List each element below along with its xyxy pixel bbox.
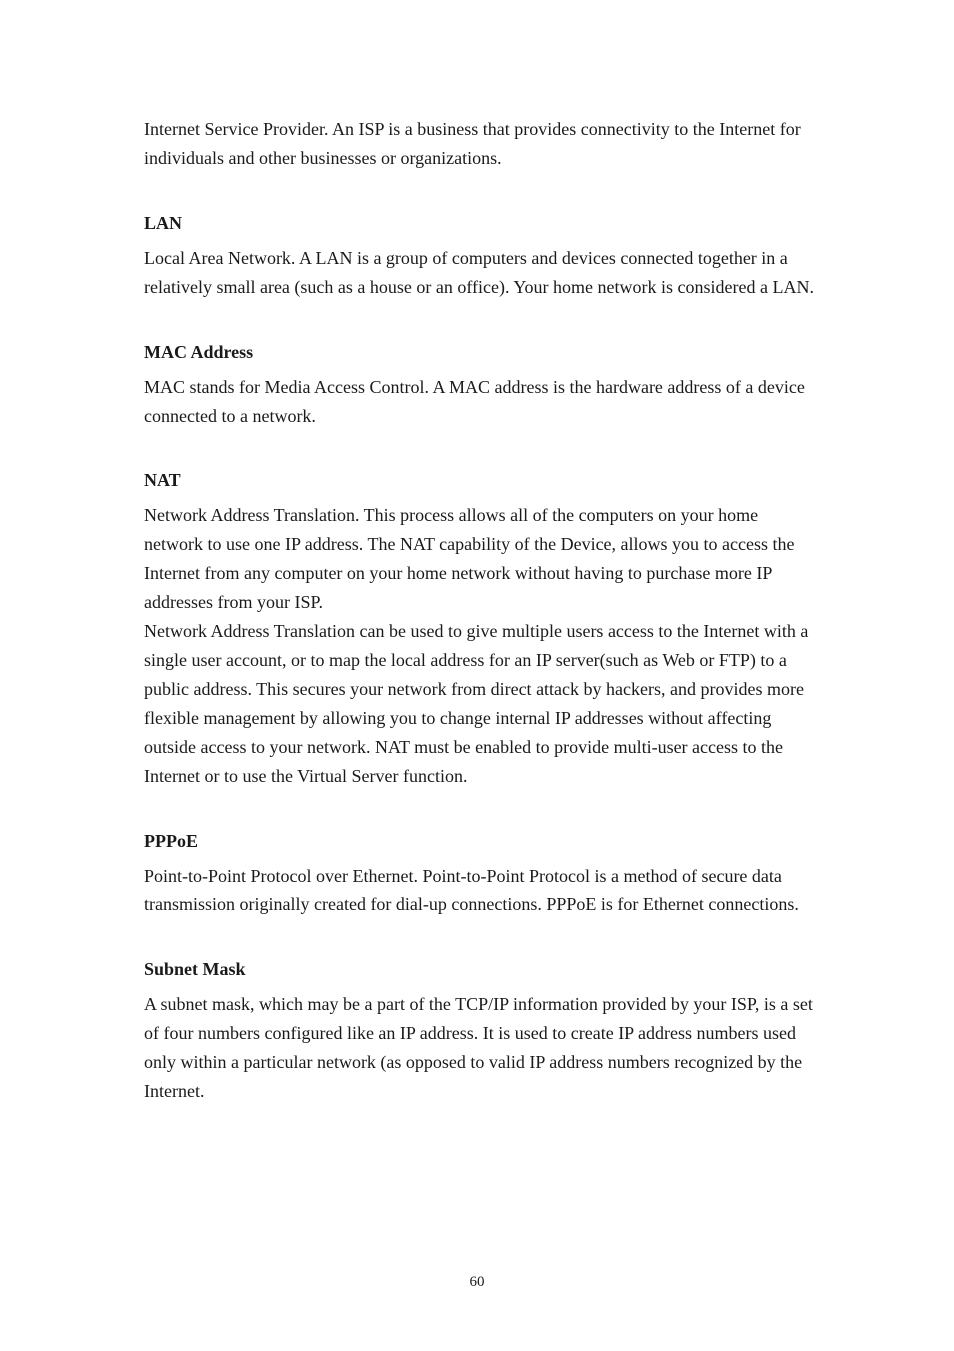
term-definition: Local Area Network. A LAN is a group of computers and devices connected together in a relatively small area (such as a house or an office). Your home network is considered a LAN. (144, 247, 814, 297)
term-definition: Network Address Translation can be used to give multiple users access to the Internet with a single user account, or to map the local address for an IP server(such as Web or FTP) to a public address. This secures your network from direct attack by hackers, and provides more flexible management by allowing you to change internal IP addresses without affecting outside access to your network. NAT must be enabled to provide multi-user access to the Internet or to use the Virtual Server function. (144, 621, 809, 786)
term-definition: A subnet mask, which may be a part of the TCP/IP information provided by your ISP, is a set of four numbers configured like an IP address. It is used to create IP address numbers used only within a particular network (as opposed to valid IP address numbers recognized by the Internet. (144, 994, 813, 1102)
term-definition: MAC stands for Media Access Control. A MAC address is the hardware address of a device connected to a network. (144, 376, 805, 426)
term-heading: Subnet Mask (144, 959, 246, 980)
page-content (144, 115, 816, 1144)
term-heading: MAC Address (144, 341, 254, 362)
isp-definition-paragraph: Internet Service Provider. An ISP is a business that provides connectivity to the Internet for individuals and other businesses or organizations. (144, 119, 801, 168)
term-heading: NAT (144, 470, 181, 491)
term-nat (144, 468, 816, 790)
term-heading: LAN (144, 212, 183, 233)
term-subnet-mask (144, 957, 816, 1106)
term-definition: Point-to-Point Protocol over Ethernet. Point-to-Point Protocol is a method of secure data transmission originally created for dial-up connections. PPPoE is for Ethernet connections. (144, 865, 799, 915)
term-definition: Network Address Translation. This process allows all of the computers on your home network to use one IP address. The NAT capability of the Device, allows you to access the Internet from any computer on your home network without having to purchase more IP addresses from your ISP. (144, 505, 795, 613)
term-lan (144, 211, 816, 302)
term-pppoe (144, 829, 816, 920)
term-mac-address (144, 340, 816, 431)
term-heading: PPPoE (144, 830, 198, 851)
page-number: 60 (469, 1274, 485, 1290)
